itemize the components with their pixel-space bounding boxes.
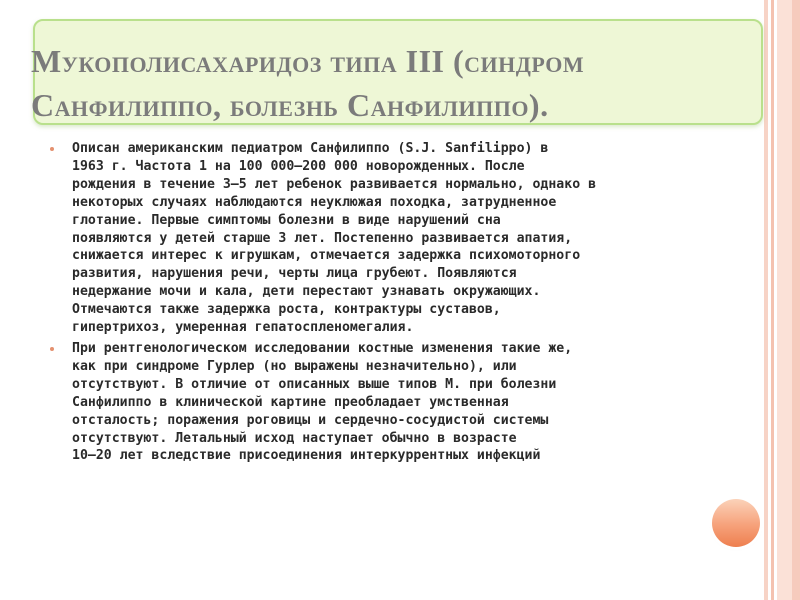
bullet-text-line: гипертрихоз, умеренная гепатоспленомегалия.	[72, 320, 414, 336]
bullet-text-line: 1963 г. Частота 1 на 100 000—200 000 новорожденных. После	[72, 158, 525, 174]
bullet-dot-icon	[50, 347, 54, 351]
bullet-text-line: Отмечаются также задержка роста, контрактуры суставов,	[72, 302, 501, 318]
bullet-text-line: недержание мочи и кала, дети перестают узнавать окружающих.	[72, 284, 541, 300]
bullet-list	[40, 140, 680, 465]
bullet-item	[40, 340, 680, 465]
right-border-stripe	[764, 0, 768, 600]
bullet-text-line: глотание. Первые симптомы болезни в виде нарушений сна	[72, 212, 501, 228]
slide-title	[3, 39, 743, 127]
slide-title-line: Мукополисахаридоз типа III (синдром	[31, 43, 585, 79]
bullet-text-line: развития, нарушения речи, черты лица грубеют. Появляются	[72, 266, 517, 282]
bullet-text-line: рождения в течение 3—5 лет ребенок развивается нормально, однако в	[72, 176, 597, 192]
bullet-dot-icon	[50, 147, 54, 151]
bullet-text-line: снижается интерес к игрушкам, отмечается задержка психомоторного	[72, 248, 581, 264]
bullet-text-line: 10—20 лет вследствие присоединения интеркуррентных инфекций	[72, 448, 541, 464]
bullet-text-line: Санфилиппо в клинической картине преобладает умственная	[72, 394, 509, 410]
bullet-item	[40, 140, 680, 337]
bullet-text-line: При рентгенологическом исследовании костные изменения такие же,	[72, 340, 573, 356]
right-border-stripe	[792, 0, 800, 600]
right-border-stripe	[777, 0, 792, 600]
bullet-text-line: отсутствуют. В отличие от описанных выше типов М. при болезни	[72, 376, 557, 392]
bullet-text-line: отсутствуют. Летальный исход наступает обычно в возрасте	[72, 430, 517, 446]
bullet-text-line: появляются у детей старше 3 лет. Постепенно развивается апатия,	[72, 230, 573, 246]
bullet-text-line: Описан американским педиатром Санфилиппо (S.J. Sanfilippo) в	[72, 141, 549, 156]
slide-title-line: Санфилиппо, болезнь Санфилиппо).	[31, 87, 549, 123]
bullet-text-line: как при синдроме Гурлер (но выражены незначительно), или	[72, 358, 517, 374]
right-border-stripe	[771, 0, 774, 600]
bullet-text-line: отсталость; поражения роговицы и сердечно-сосудистой системы	[72, 412, 549, 428]
orange-circle-icon	[712, 499, 760, 547]
slide-content	[40, 140, 680, 468]
bullet-text-line: некоторых случаях наблюдаются неуклюжая походка, затрудненное	[72, 194, 557, 210]
